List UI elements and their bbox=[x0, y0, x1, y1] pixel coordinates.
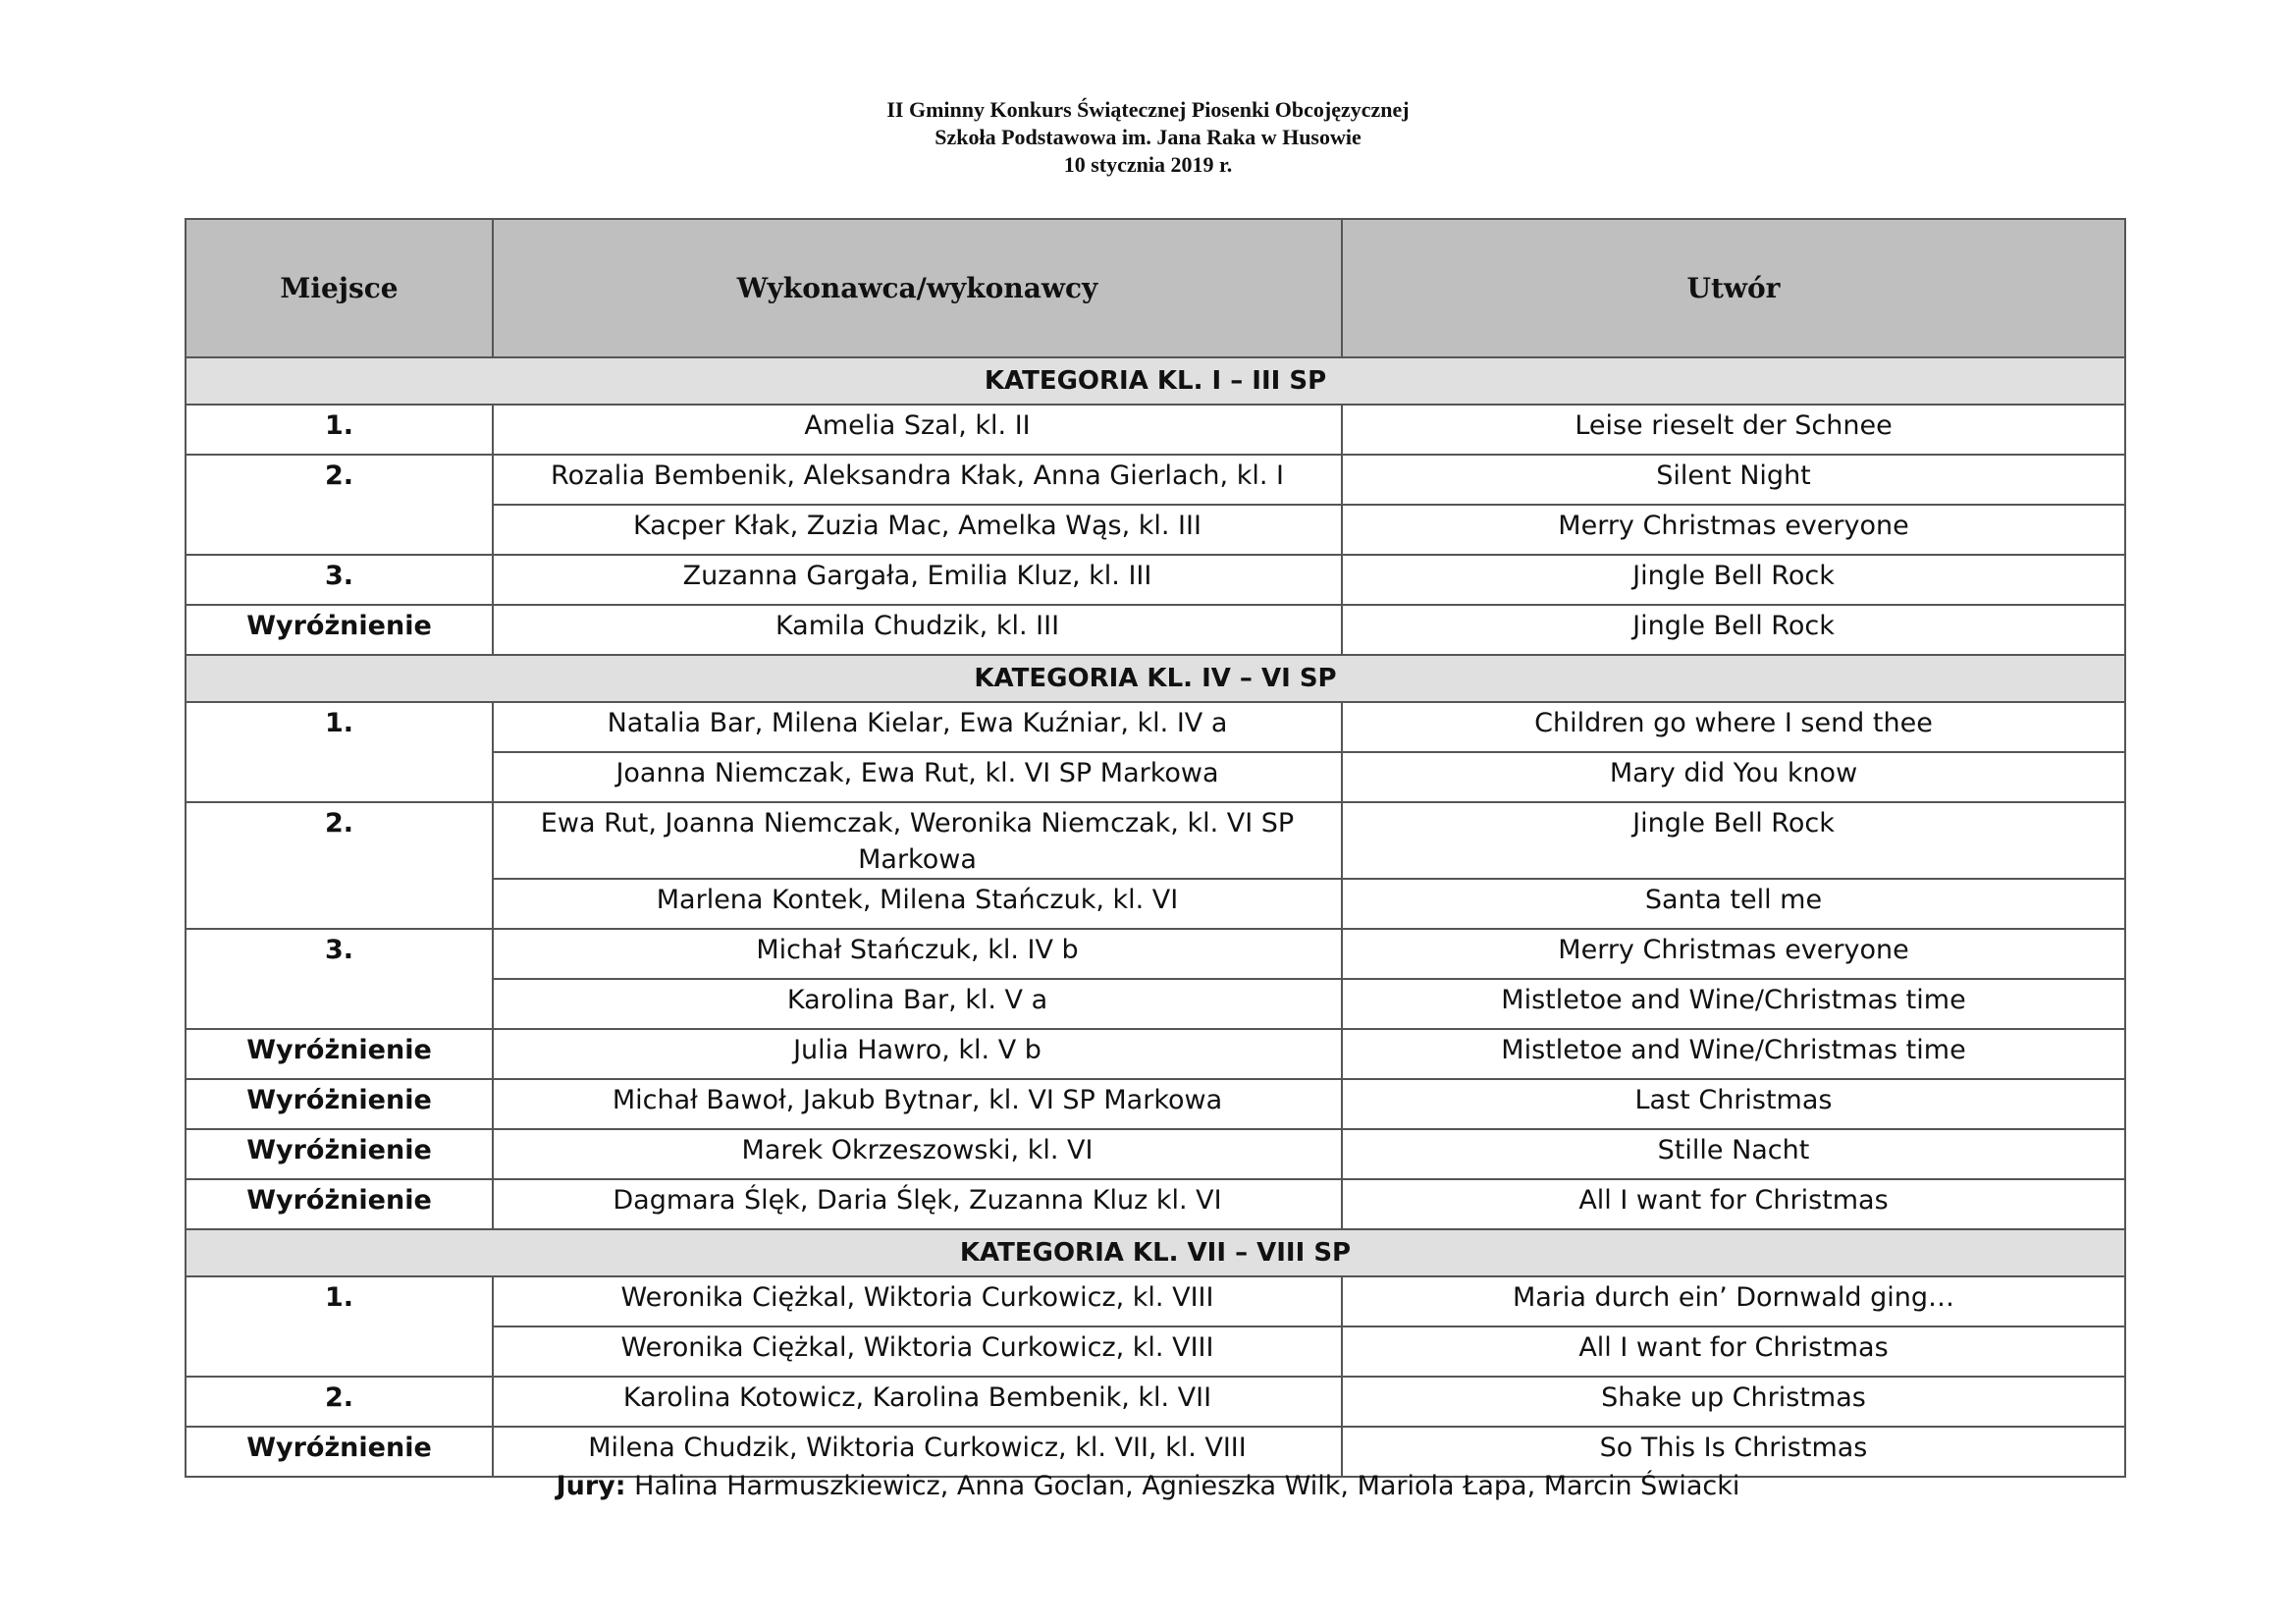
song-cell: Mistletoe and Wine/Christmas time bbox=[1342, 1029, 2125, 1079]
category-title: KATEGORIA KL. IV – VI SP bbox=[186, 655, 2125, 702]
song-cell: All I want for Christmas bbox=[1342, 1179, 2125, 1229]
table-row bbox=[186, 1029, 2125, 1079]
song-cell: Santa tell me bbox=[1342, 879, 2125, 929]
song-cell: Jingle Bell Rock bbox=[1342, 605, 2125, 655]
song-cell: Jingle Bell Rock bbox=[1342, 802, 2125, 879]
column-header-performer: Wykonawca/wykonawcy bbox=[493, 219, 1342, 357]
table-row bbox=[186, 1079, 2125, 1129]
song-cell: Shake up Christmas bbox=[1342, 1377, 2125, 1427]
place-cell: Wyróżnienie bbox=[186, 1129, 493, 1179]
performer-cell: Amelia Szal, kl. II bbox=[493, 405, 1342, 455]
performer-cell: Joanna Niemczak, Ewa Rut, kl. VI SP Markowa bbox=[493, 752, 1342, 802]
song-cell: Silent Night bbox=[1342, 455, 2125, 505]
place-cell: 1. bbox=[186, 702, 493, 802]
table-header-row bbox=[186, 219, 2125, 357]
column-header-place: Miejsce bbox=[186, 219, 493, 357]
song-cell: Last Christmas bbox=[1342, 1079, 2125, 1129]
performer-cell: Karolina Bar, kl. V a bbox=[493, 979, 1342, 1029]
table-row bbox=[186, 802, 2125, 879]
table-row bbox=[186, 702, 2125, 752]
song-cell: Children go where I send thee bbox=[1342, 702, 2125, 752]
performer-cell: Rozalia Bembenik, Aleksandra Kłak, Anna Gierlach, kl. I bbox=[493, 455, 1342, 505]
performer-cell: Natalia Bar, Milena Kielar, Ewa Kuźniar, kl. IV a bbox=[493, 702, 1342, 752]
category-row bbox=[186, 357, 2125, 405]
performer-cell: Julia Hawro, kl. V b bbox=[493, 1029, 1342, 1079]
place-cell: 1. bbox=[186, 1276, 493, 1377]
table-row bbox=[186, 1377, 2125, 1427]
category-row bbox=[186, 655, 2125, 702]
jury-label: Jury: bbox=[556, 1471, 626, 1501]
song-cell: So This Is Christmas bbox=[1342, 1427, 2125, 1477]
table-row bbox=[186, 455, 2125, 505]
table-row bbox=[186, 605, 2125, 655]
performer-cell: Weronika Ciężkal, Wiktoria Curkowicz, kl. VIII bbox=[493, 1276, 1342, 1326]
place-cell: 2. bbox=[186, 455, 493, 555]
category-title: KATEGORIA KL. VII – VIII SP bbox=[186, 1229, 2125, 1276]
table-row bbox=[186, 1276, 2125, 1326]
place-cell: 3. bbox=[186, 555, 493, 605]
school-name: Szkoła Podstawowa im. Jana Raka w Husowie bbox=[934, 125, 1362, 149]
place-cell: 2. bbox=[186, 802, 493, 929]
jury-line bbox=[0, 1469, 2296, 1504]
category-title: KATEGORIA KL. I – III SP bbox=[186, 357, 2125, 405]
place-cell: Wyróżnienie bbox=[186, 1079, 493, 1129]
table-row bbox=[186, 929, 2125, 979]
performer-cell: Michał Stańczuk, kl. IV b bbox=[493, 929, 1342, 979]
place-cell: Wyróżnienie bbox=[186, 1427, 493, 1477]
performer-cell: Michał Bawoł, Jakub Bytnar, kl. VI SP Markowa bbox=[493, 1079, 1342, 1129]
performer-cell: Kamila Chudzik, kl. III bbox=[493, 605, 1342, 655]
category-row bbox=[186, 1229, 2125, 1276]
table-row bbox=[186, 1129, 2125, 1179]
performer-cell: Marek Okrzeszowski, kl. VI bbox=[493, 1129, 1342, 1179]
contest-title: II Gminny Konkurs Świątecznej Piosenki Obcojęzycznej bbox=[886, 97, 1410, 122]
song-cell: Jingle Bell Rock bbox=[1342, 555, 2125, 605]
song-cell: Mary did You know bbox=[1342, 752, 2125, 802]
song-cell: Stille Nacht bbox=[1342, 1129, 2125, 1179]
place-cell: Wyróżnienie bbox=[186, 605, 493, 655]
table-row bbox=[186, 1179, 2125, 1229]
song-cell: All I want for Christmas bbox=[1342, 1326, 2125, 1377]
table-row bbox=[186, 555, 2125, 605]
jury-names: Halina Harmuszkiewicz, Anna Goclan, Agnieszka Wilk, Mariola Łapa, Marcin Świacki bbox=[634, 1471, 1740, 1501]
place-cell: Wyróżnienie bbox=[186, 1179, 493, 1229]
place-cell: Wyróżnienie bbox=[186, 1029, 493, 1079]
performer-cell: Zuzanna Gargała, Emilia Kluz, kl. III bbox=[493, 555, 1342, 605]
place-cell: 2. bbox=[186, 1377, 493, 1427]
song-cell: Mistletoe and Wine/Christmas time bbox=[1342, 979, 2125, 1029]
song-cell: Leise rieselt der Schnee bbox=[1342, 405, 2125, 455]
performer-cell: Ewa Rut, Joanna Niemczak, Weronika Niemczak, kl. VI SP Markowa bbox=[493, 802, 1342, 879]
document-header bbox=[0, 96, 2296, 179]
performer-cell: Weronika Ciężkal, Wiktoria Curkowicz, kl. VIII bbox=[493, 1326, 1342, 1377]
song-cell: Merry Christmas everyone bbox=[1342, 505, 2125, 555]
column-header-song: Utwór bbox=[1342, 219, 2125, 357]
performer-cell: Kacper Kłak, Zuzia Mac, Amelka Wąs, kl. III bbox=[493, 505, 1342, 555]
table-row bbox=[186, 405, 2125, 455]
performer-cell: Marlena Kontek, Milena Stańczuk, kl. VI bbox=[493, 879, 1342, 929]
performer-cell: Karolina Kotowicz, Karolina Bembenik, kl. VII bbox=[493, 1377, 1342, 1427]
song-cell: Maria durch ein’ Dornwald ging… bbox=[1342, 1276, 2125, 1326]
place-cell: 1. bbox=[186, 405, 493, 455]
results-table bbox=[185, 218, 2126, 1478]
performer-cell: Milena Chudzik, Wiktoria Curkowicz, kl. VII, kl. VIII bbox=[493, 1427, 1342, 1477]
place-cell: 3. bbox=[186, 929, 493, 1029]
performer-cell: Dagmara Ślęk, Daria Ślęk, Zuzanna Kluz kl. VI bbox=[493, 1179, 1342, 1229]
contest-date: 10 stycznia 2019 r. bbox=[1063, 152, 1233, 177]
song-cell: Merry Christmas everyone bbox=[1342, 929, 2125, 979]
